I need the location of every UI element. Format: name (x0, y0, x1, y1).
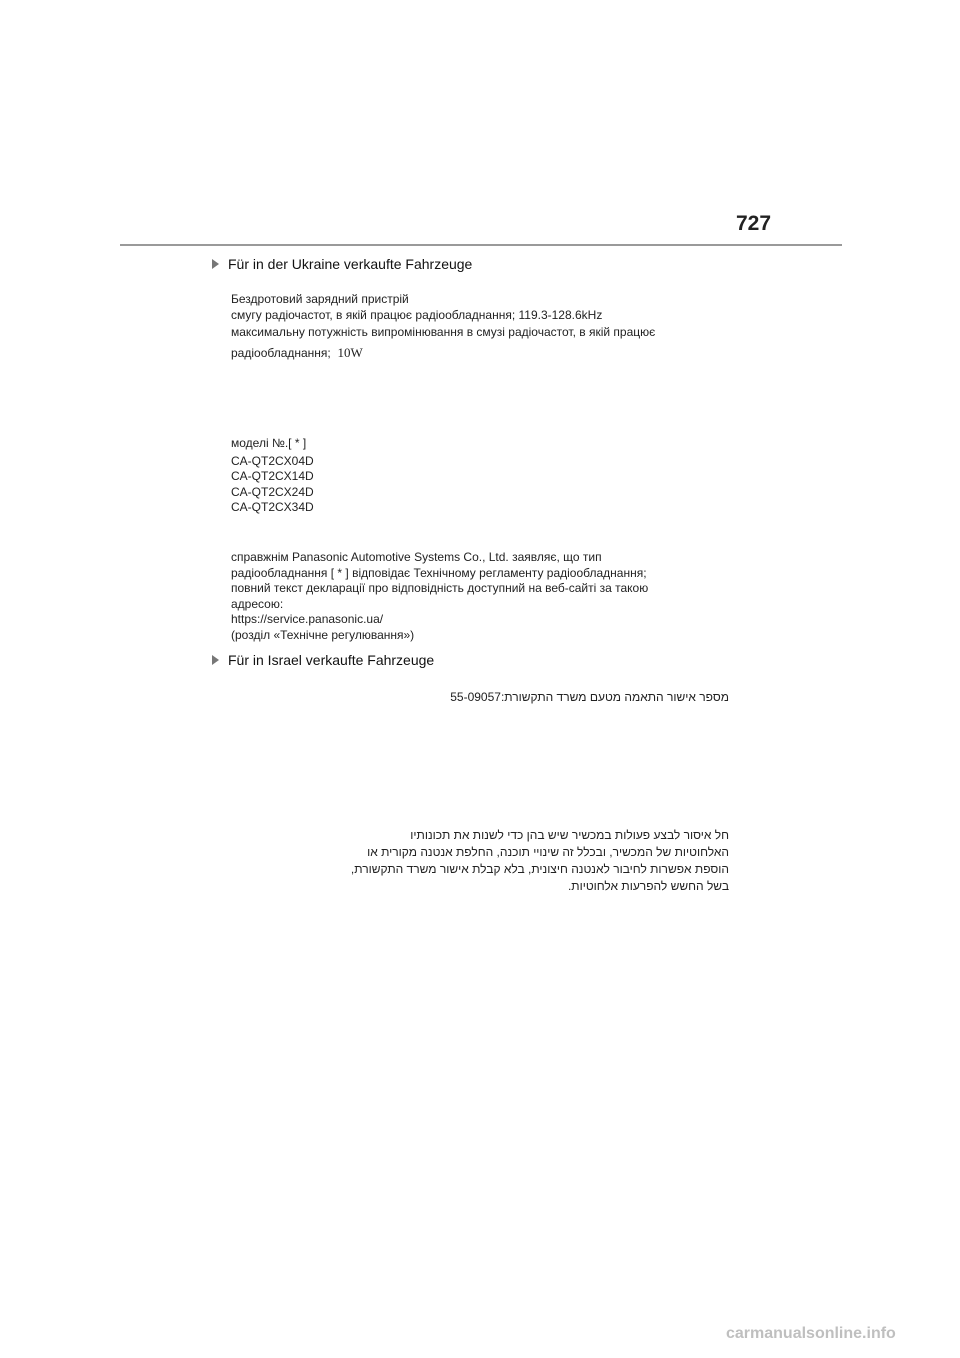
ukraine-models-block (231, 436, 314, 516)
israel-warning-block (351, 827, 729, 895)
declaration-line: повний текст декларації про відповідність доступний на веб-сайті за такою (231, 581, 649, 595)
triangle-bullet-icon (212, 259, 219, 269)
triangle-bullet-icon (212, 655, 219, 665)
israel-approval-number: מספר אישור התאמה מטעם משרד התקשורת:55-09057 (450, 690, 729, 704)
warning-line: הוספת אפשרות לחיבור לאנטנה חיצונית, בלא קבלת אישור משרד התקשורת, (350, 862, 729, 876)
section-heading-ukraine (212, 256, 472, 272)
model-item: CA-QT2CX34D (231, 500, 314, 514)
ukraine-intro-block (231, 292, 655, 361)
warning-line: בשל החשש להפרעות אלחוטיות. (567, 879, 729, 893)
power-value: 10W (337, 344, 363, 360)
intro-line-2: смугу радіочастот, в якій працює радіообладнання; 119.3-128.6kHz (231, 307, 603, 322)
section-heading-israel-text: Für in Israel verkaufte Fahrzeuge (228, 652, 435, 668)
declaration-line: справжнім Panasonic Automotive Systems Co., Ltd. заявляє, що тип (231, 550, 602, 564)
declaration-line: адресою: (231, 596, 284, 611)
header-rule (120, 244, 842, 246)
warning-line: האלחוטיות של המכשיר, ובכלל זה שינויי תוכנה, החלפת אנטנה מקורית או (367, 845, 729, 859)
declaration-url: https://service.panasonic.ua/ (231, 612, 384, 626)
declaration-line: (розділ «Технічне регулювання») (231, 627, 415, 642)
ukraine-declaration-block (231, 550, 648, 643)
section-heading-israel (212, 652, 434, 668)
warning-line: חל איסור לבצע פעולות במכשיר שיש בהן כדי לשנות את תכונותיו (410, 828, 729, 842)
model-item: CA-QT2CX04D (231, 453, 314, 468)
models-label: моделі №.[ * ] (231, 436, 307, 450)
section-heading-ukraine-text: Für in der Ukraine verkaufte Fahrzeuge (228, 256, 473, 272)
model-item: CA-QT2CX14D (231, 469, 314, 483)
model-item: CA-QT2CX24D (231, 484, 314, 499)
intro-line-1: Бездротовий зарядний пристрій (231, 292, 409, 306)
watermark: carmanualsonline.info (726, 1325, 896, 1342)
intro-line-3: максимальну потужність випромінювання в смузі радіочастот, в якій працює (231, 325, 656, 339)
declaration-line: радіообладнання [ * ] відповідає Технічному регламенту радіообладнання; (231, 565, 647, 580)
intro-line-4 (231, 345, 655, 362)
page-number: 727 (736, 212, 772, 235)
intro-line-4-text: радіообладнання; (231, 345, 331, 360)
